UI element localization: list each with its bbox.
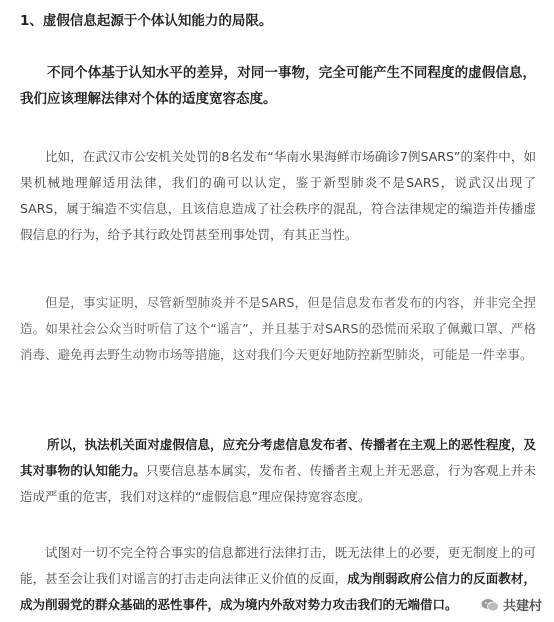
wechat-icon <box>481 598 499 612</box>
paragraph-3: 但是，事实证明，尽管新型肺炎并不是SARS，但是信息发布者发布的内容，并非完全捏造。如果社会公众当时听信了这个“谣言”，并且基于对SARS的恐慌而采取了佩戴口罩、严格消毒、避免再去野生动物市场等措施，这对我们今天更好地防控新型肺炎，可能是一件幸事。 <box>20 295 536 362</box>
paragraph-4-bold: 所以，执法机关面对虚假信息，应充分考虑信息发布者、传播者在主观上的恶性程度，及其对事物的认知能力。 <box>20 437 536 478</box>
paragraph-4 <box>20 432 536 510</box>
paragraph-5-normal: 试图对一切不完全符合事实的信息都进行法律打击，既无法律上的必要，更无制度上的可能，甚至会让我们对谣言的打击走向法律正义价值的反面， <box>20 545 536 586</box>
paragraph-1: 不同个体基于认知水平的差异，对同一事物，完全可能产生不同程度的虚假信息，我们应该理解法律对个体的适度宽容态度。 <box>20 65 536 107</box>
section-heading: 1、虚假信息起源于个体认知能力的局限。 <box>20 13 273 29</box>
watermark-text: 共建村 <box>502 599 542 614</box>
paragraph-5 <box>20 540 536 618</box>
paragraph-2: 比如，在武汉市公安机关处罚的8名发布“华南水果海鲜市场确诊7例SARS”的案件中，如果机械地理解适用法律，我们的确可以认定，鉴于新型肺炎不是SARS，说武汉出现了SARS，属于编造不实信息，且该信息造成了社会秩序的混乱，符合法律规定的编造并传播虚假信息的行为，给予其行政处罚甚至刑事处罚，有其正当性。 <box>20 149 536 242</box>
watermark <box>477 593 546 616</box>
paragraph-5-bold: 成为削弱政府公信力的反面教材，成为削弱党的群众基础的恶性事件，成为境内外敌对势力攻击我们的无端借口。 <box>20 571 536 612</box>
paragraph-4-normal: 只要信息基本属实，发布者、传播者主观上并无恶意，行为客观上并未造成严重的危害，我们对这样的“虚假信息”理应保持宽容态度。 <box>20 463 536 504</box>
